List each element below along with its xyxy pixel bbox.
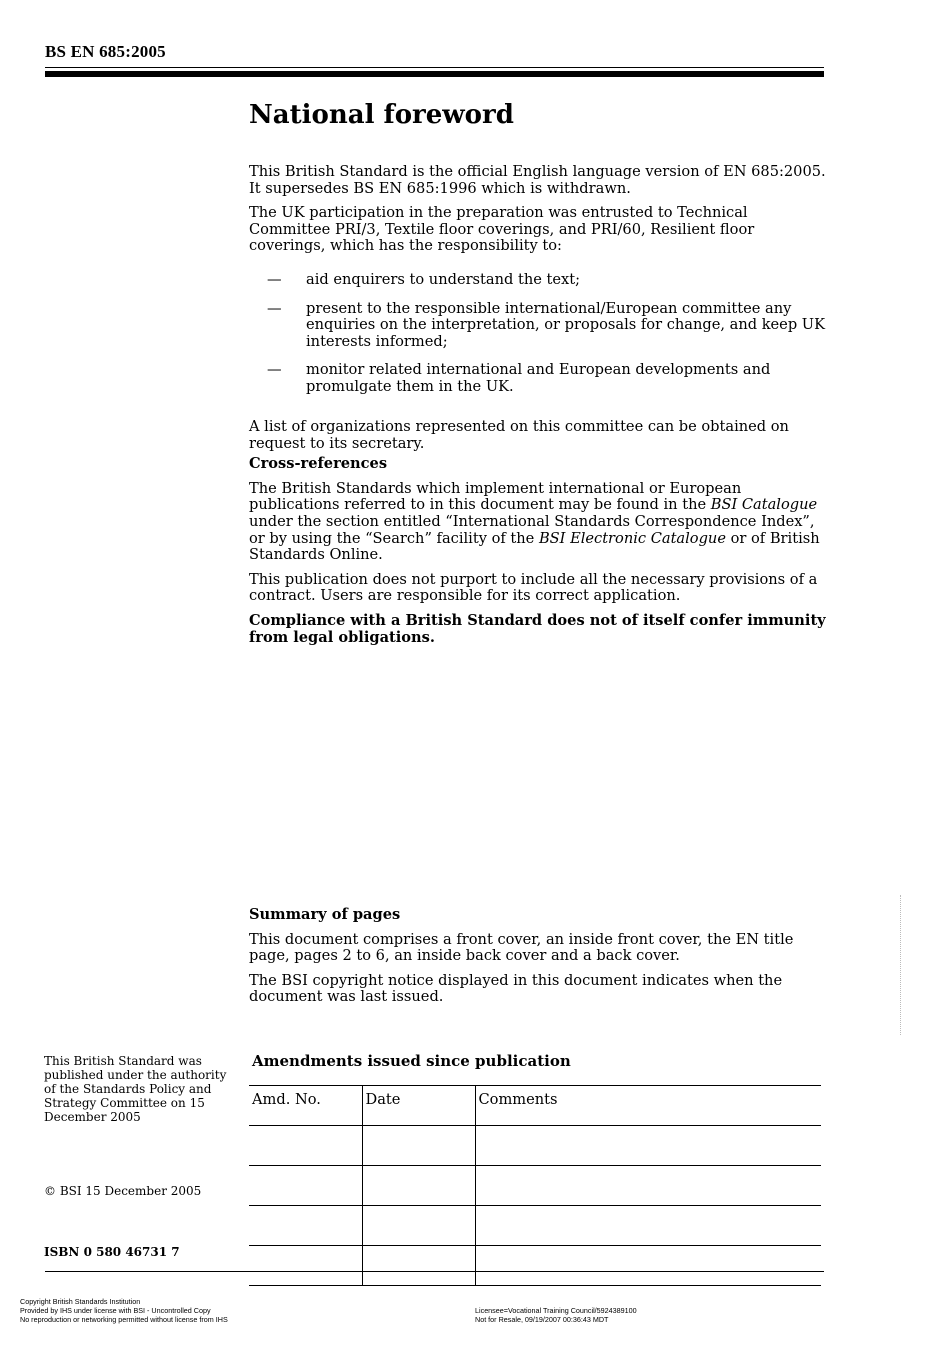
column-header-comments: Comments: [475, 1086, 821, 1126]
table-cell: [249, 1246, 362, 1286]
isbn: ISBN 0 580 46731 7: [44, 1245, 180, 1259]
column-header-date: Date: [362, 1086, 475, 1126]
table-cell: [475, 1246, 821, 1286]
footer-line: Copyright British Standards Institution: [20, 1297, 141, 1306]
dash-marker: —: [267, 271, 282, 288]
table-row: [249, 1126, 821, 1166]
table-cell: [362, 1126, 475, 1166]
footer-rule: [45, 1271, 824, 1272]
paragraph-committee: The UK participation in the preparation was entrusted to Technical Committee PRI/3, Textile floor coverings, and PRI/60, Resilient floor coverings, which has the responsibility to:: [249, 204, 755, 255]
paragraph-provisions: This publication does not purport to include all the necessary provisions of a contract. Users are responsible for its correct application.: [249, 570, 818, 605]
list-item: [249, 362, 827, 395]
list-item-text: monitor related international and European developments and promulgate them in the UK.: [306, 361, 771, 395]
amendments-title: Amendments issued since publication: [252, 1052, 571, 1070]
margin-watermark-mark: [900, 895, 909, 1035]
crossref-heading: Cross-references: [249, 455, 388, 473]
responsibility-list: [249, 272, 827, 408]
list-item: [249, 272, 827, 289]
copyright-notice-text: The BSI copyright notice displayed in this document indicates when the document was last issued.: [249, 971, 783, 1006]
bsi-catalogue-title: BSI Catalogue: [710, 496, 818, 514]
footer-line: No reproduction or networking permitted without license from IHS: [20, 1315, 228, 1324]
crossref-text-3: or of British Standards Online.: [249, 529, 820, 564]
amendments-table: [249, 1085, 821, 1286]
table-header-row: [249, 1086, 821, 1126]
summary-of-pages: [249, 907, 827, 1014]
bsi-electronic-catalogue-title: BSI Electronic Catalogue: [538, 529, 726, 547]
table-row: [249, 1206, 821, 1246]
summary-heading: Summary of pages: [249, 906, 401, 923]
crossref-text-2: under the section entitled “International Standards Correspondence Index”, or by using the “Search” facility of the: [249, 512, 815, 547]
dash-marker: —: [267, 299, 282, 317]
header-rule-thin: [45, 67, 824, 68]
table-cell: [475, 1206, 821, 1246]
table-cell: [249, 1206, 362, 1246]
table-cell: [362, 1166, 475, 1206]
table-row: [249, 1246, 821, 1286]
table-cell: [362, 1246, 475, 1286]
footer-line: Licensee=Vocational Training Council/5924389100: [475, 1306, 637, 1315]
table-cell: [362, 1206, 475, 1246]
list-item: [249, 301, 827, 351]
page-title: National foreword: [249, 100, 514, 130]
footer-line: Provided by IHS under license with BSI - Uncontrolled Copy: [20, 1306, 211, 1315]
list-item-text: present to the responsible international/European committee any enquiries on the interpretation, or proposals for change, and keep UK interests informed;: [306, 299, 826, 350]
table-cell: [249, 1166, 362, 1206]
table-cell: [249, 1126, 362, 1166]
compliance-statement: Compliance with a British Standard does not of itself confer immunity from legal obligations.: [249, 611, 826, 646]
publication-authority-note: This British Standard was published under the authority of the Standards Policy and Strategy Committee on 15 December 2005: [44, 1054, 227, 1124]
document-code: BS EN 685:2005: [45, 42, 166, 61]
table-row: [249, 1166, 821, 1206]
dash-marker: —: [267, 361, 282, 379]
footer-copyright-notice: [20, 1297, 228, 1324]
list-item-text: aid enquirers to understand the text;: [306, 271, 581, 288]
summary-text: This document comprises a front cover, an inside front cover, the EN title page, pages 2 to 6, an inside back cover and a back cover.: [249, 930, 794, 965]
footer-line: Not for Resale, 09/19/2007 00:36:43 MDT: [475, 1315, 609, 1324]
paragraph-supersedes: This British Standard is the official English language version of EN 685:2005. It supersedes BS EN 685:1996 which is withdrawn.: [249, 163, 826, 197]
bsi-copyright: © BSI 15 December 2005: [44, 1184, 202, 1198]
foreword-body-top: [249, 164, 827, 263]
paragraph-organizations: A list of organizations represented on this committee can be obtained on request to its secretary.: [249, 418, 789, 452]
footer-licensee-notice: [475, 1306, 637, 1324]
column-header-amd-no: Amd. No.: [249, 1086, 362, 1126]
paragraph-crossref: [249, 481, 827, 564]
table-cell: [475, 1166, 821, 1206]
header-rule-thick: [45, 71, 824, 77]
table-cell: [475, 1126, 821, 1166]
foreword-body-bottom: [249, 419, 827, 654]
crossref-text-1: The British Standards which implement international or European publications referred to in this document may be found in the: [249, 479, 742, 514]
